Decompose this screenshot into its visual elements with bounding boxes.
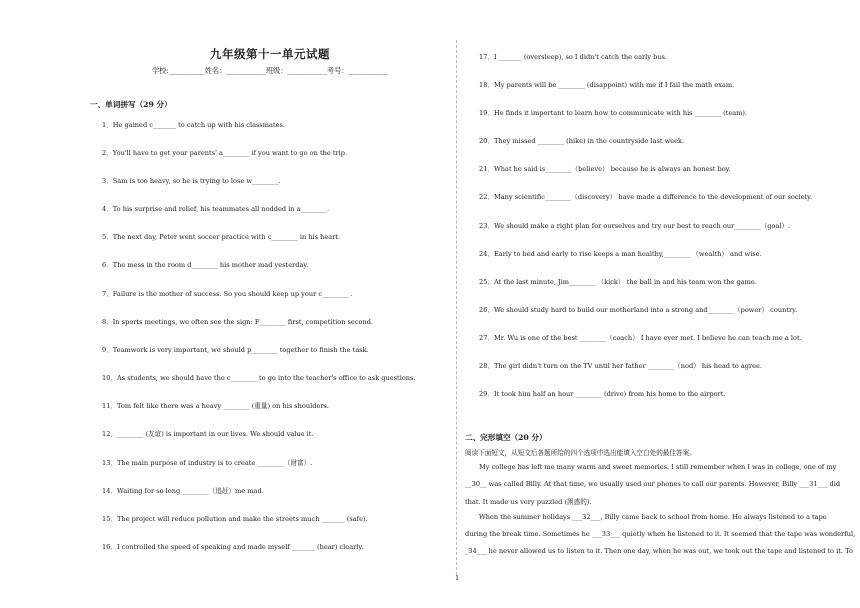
question-item: 3．Sam is too heavy, so he is trying to lose w________. (102, 177, 281, 185)
question-item: 25．At the last minute, Jim________ （kick） the ball in and his team won the game. (479, 278, 757, 286)
question-item: 7．Failure is the mother of success. So you should keep up your c________ . (102, 290, 353, 298)
question-item: 15．The project will reduce pollution and make the streets much _______ (safe). (102, 515, 368, 523)
question-item: 2．You'll have to get your parents' a________ if you want to go on the trip. (102, 149, 348, 157)
passage-line: that. It made us very puzzled (困惑的). (465, 498, 592, 506)
question-item: 10．As students, we should have the c________ to go into the teacher's office to ask questions. (102, 374, 416, 382)
column-divider (456, 40, 457, 575)
question-item: 4．To his surprise and relief, his teammates all nodded in a________. (102, 205, 330, 213)
question-item: 24．Early to bed and early to rise keeps a man healthy,________ （wealth） and wise. (479, 250, 762, 258)
page-number: 1 (455, 574, 460, 582)
section-2-instruction: 阅读下面短文，从短文后各题所给的四个选项中选出能填入空白处的最佳答案。 (465, 449, 696, 457)
question-item: 18．My parents will be ________ (disappoint) with me if I fail the math exam. (479, 81, 735, 89)
section-2-heading: 二、完形填空（20 分） (465, 433, 547, 442)
question-item: 16．I controlled the speed of speaking and made myself _______ (hear) clearly. (102, 543, 364, 551)
passage-line: My college has left me many warm and sweet memories. I still remember when I was in college, one of my (479, 463, 837, 471)
question-item: 1．He gained c_______ to catch up with his classmates. (102, 121, 286, 129)
passage-line: When the summer holidays ___32___, Billy came back to school from home. He always listened to a tape (479, 513, 827, 521)
question-item: 14．Waiting for so long ________（追赶）me mad. (102, 487, 264, 495)
question-item: 28．The girl didn't turn on the TV until her father ________（nod） his head to agree. (479, 362, 763, 370)
question-item: 17．I _______ (oversleep), so I didn't catch the early bus. (479, 53, 668, 61)
question-item: 22．Many scientific________（discovery） have made a difference to the development of our society. (479, 193, 813, 201)
passage-line: __30__ was called Billy. At that time, we usually used our phones to call our parents. However, Billy ___31___ did (465, 480, 841, 488)
question-item: 21．What he said is________（believe） because he is always an honest boy. (479, 165, 731, 173)
page-title: 九年级第十一单元试题 (210, 47, 330, 61)
passage-line: during the break time. Sometimes he ___33___ quietly when he listened to it. It seemed that the tape was wonderful, (465, 530, 856, 538)
question-item: 26．We should study hard to build our motherland into a strong and________（power） country. (479, 306, 798, 314)
student-info-line: 学校:__________姓名：___________班级：___________考号：___________ (151, 66, 389, 75)
question-item: 19．He finds it important to learn how to communicate with his ________ (team). (479, 109, 748, 117)
passage-line: _34___ he never allowed us to listen to it. Then one day, when he was out, we took out the tape and listened to it. To (465, 547, 853, 555)
question-item: 23．We should make a right plan for ourselves and try our best to reach our________（goal）. (479, 222, 791, 230)
question-item: 5．The next day, Peter went soccer practice with c________ in his heart. (102, 233, 341, 241)
question-item: 6．The mess in the room d________ his mother mad yesterday. (102, 261, 309, 269)
question-item: 9．Teamwork is very important, we should p________ together to finish the task. (102, 346, 369, 354)
section-1-heading: 一、单词拼写（29 分） (90, 100, 172, 109)
question-item: 29．It took him half an hour ________ (drive) from his home to the airport. (479, 390, 726, 398)
question-item: 20．They missed ________ (hike) in the countryside last week. (479, 137, 685, 145)
question-item: 27．Mr. Wu is one of the best ________（coach） I have ever met. I believe he can teach me a lot. (479, 334, 802, 342)
question-item: 12．________ (友谊) is important in our lives. We should value it. (102, 430, 314, 438)
question-item: 11．Tom felt like there was a heavy ________ (重量) on his shoulders. (102, 402, 330, 410)
question-item: 8．In sports meetings, we often see the sign: F________ first, competition second. (102, 318, 374, 326)
question-item: 13．The main purpose of industry is to create ________（财富）. (102, 459, 313, 467)
